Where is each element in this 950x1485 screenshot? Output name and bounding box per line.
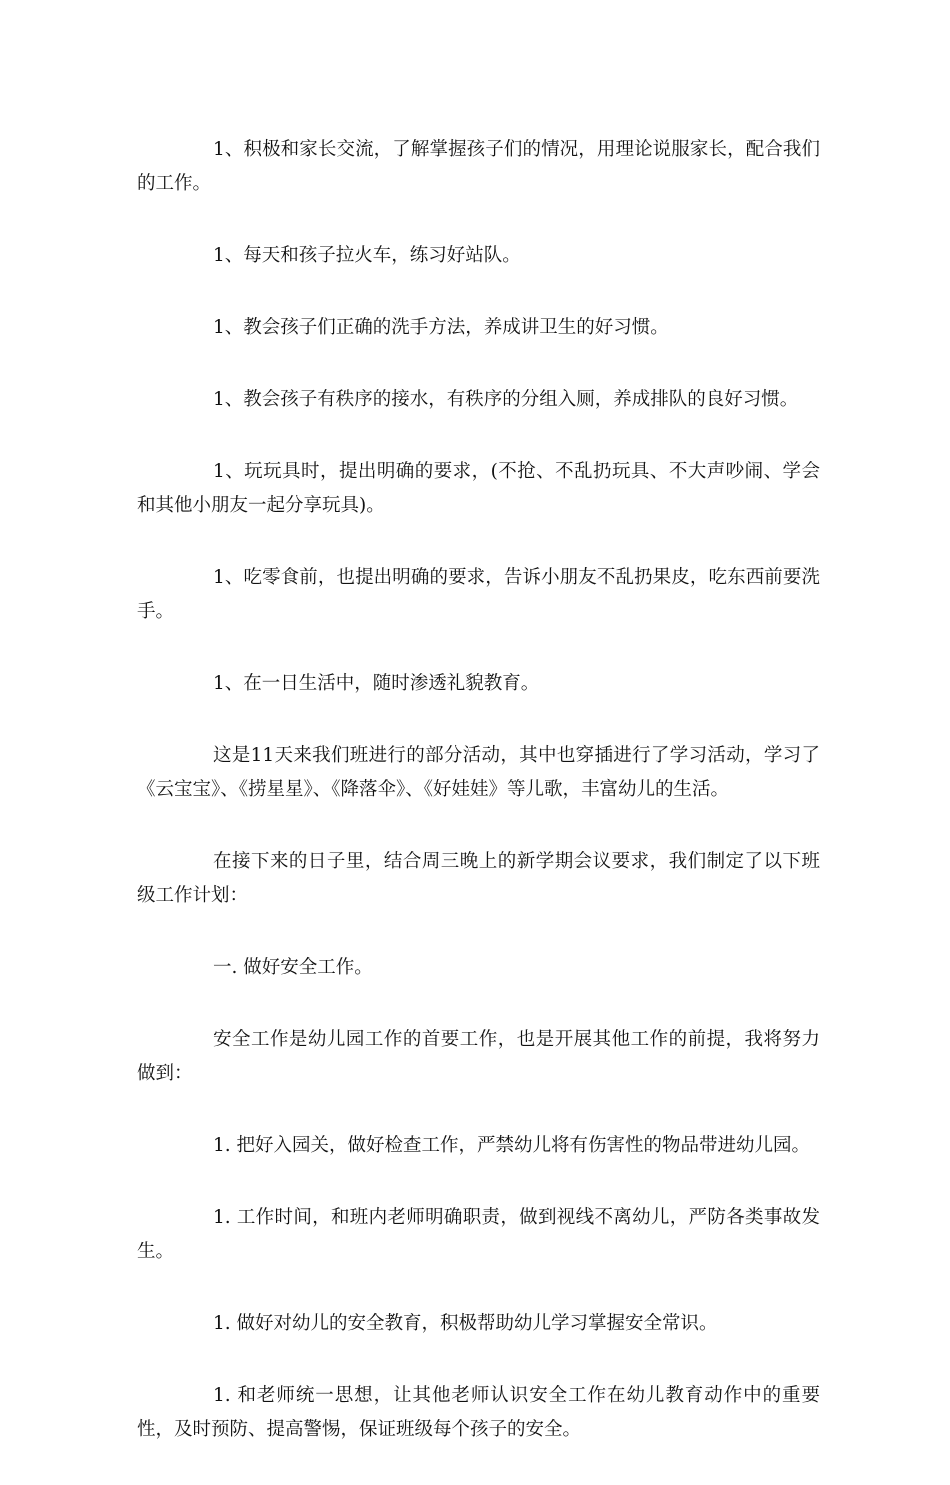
paragraph-9: 在接下来的日子里，结合周三晚上的新学期会议要求，我们制定了以下班级工作计划： [137,851,820,906]
paragraph-4: 1、教会孩子有秩序的接水，有秩序的分组入厕，养成排队的良好习惯。 [213,389,799,410]
paragraph-6: 1、吃零食前，也提出明确的要求，告诉小朋友不乱扔果皮，吃东西前要洗手。 [137,567,820,622]
paragraph-5: 1、玩玩具时，提出明确的要求，(不抢、不乱扔玩具、不大声吵闹、学会和其他小朋友一起分享玩具)。 [137,461,820,516]
paragraph-1: 1、积极和家长交流，了解掌握孩子们的情况，用理论说服家长，配合我们的工作。 [137,139,820,194]
paragraph-13: 1. 工作时间，和班内老师明确职责，做到视线不离幼儿，严防各类事故发生。 [137,1207,820,1262]
paragraph-14: 1. 做好对幼儿的安全教育，积极帮助幼儿学习掌握安全常识。 [213,1313,718,1334]
paragraph-8: 这是11天来我们班进行的部分活动，其中也穿插进行了学习活动，学习了《云宝宝》、《捞星星》、《降落伞》、《好娃娃》等儿歌，丰富幼儿的生活。 [137,745,820,800]
paragraph-2: 1、每天和孩子拉火车，练习好站队。 [213,245,521,266]
paragraph-12: 1. 把好入园关，做好检查工作，严禁幼儿将有伤害性的物品带进幼儿园。 [213,1135,811,1156]
paragraph-7: 1、在一日生活中，随时渗透礼貌教育。 [213,673,540,694]
document-body [137,133,820,1485]
section-heading-safety: 一. 做好安全工作。 [213,957,373,978]
paragraph-3: 1、教会孩子们正确的洗手方法，养成讲卫生的好习惯。 [213,317,669,338]
paragraph-11: 安全工作是幼儿园工作的首要工作，也是开展其他工作的前提，我将努力做到： [137,1029,820,1084]
paragraph-15: 1. 和老师统一思想，让其他老师认识安全工作在幼儿教育动作中的重要性，及时预防、提高警惕，保证班级每个孩子的安全。 [137,1385,820,1440]
